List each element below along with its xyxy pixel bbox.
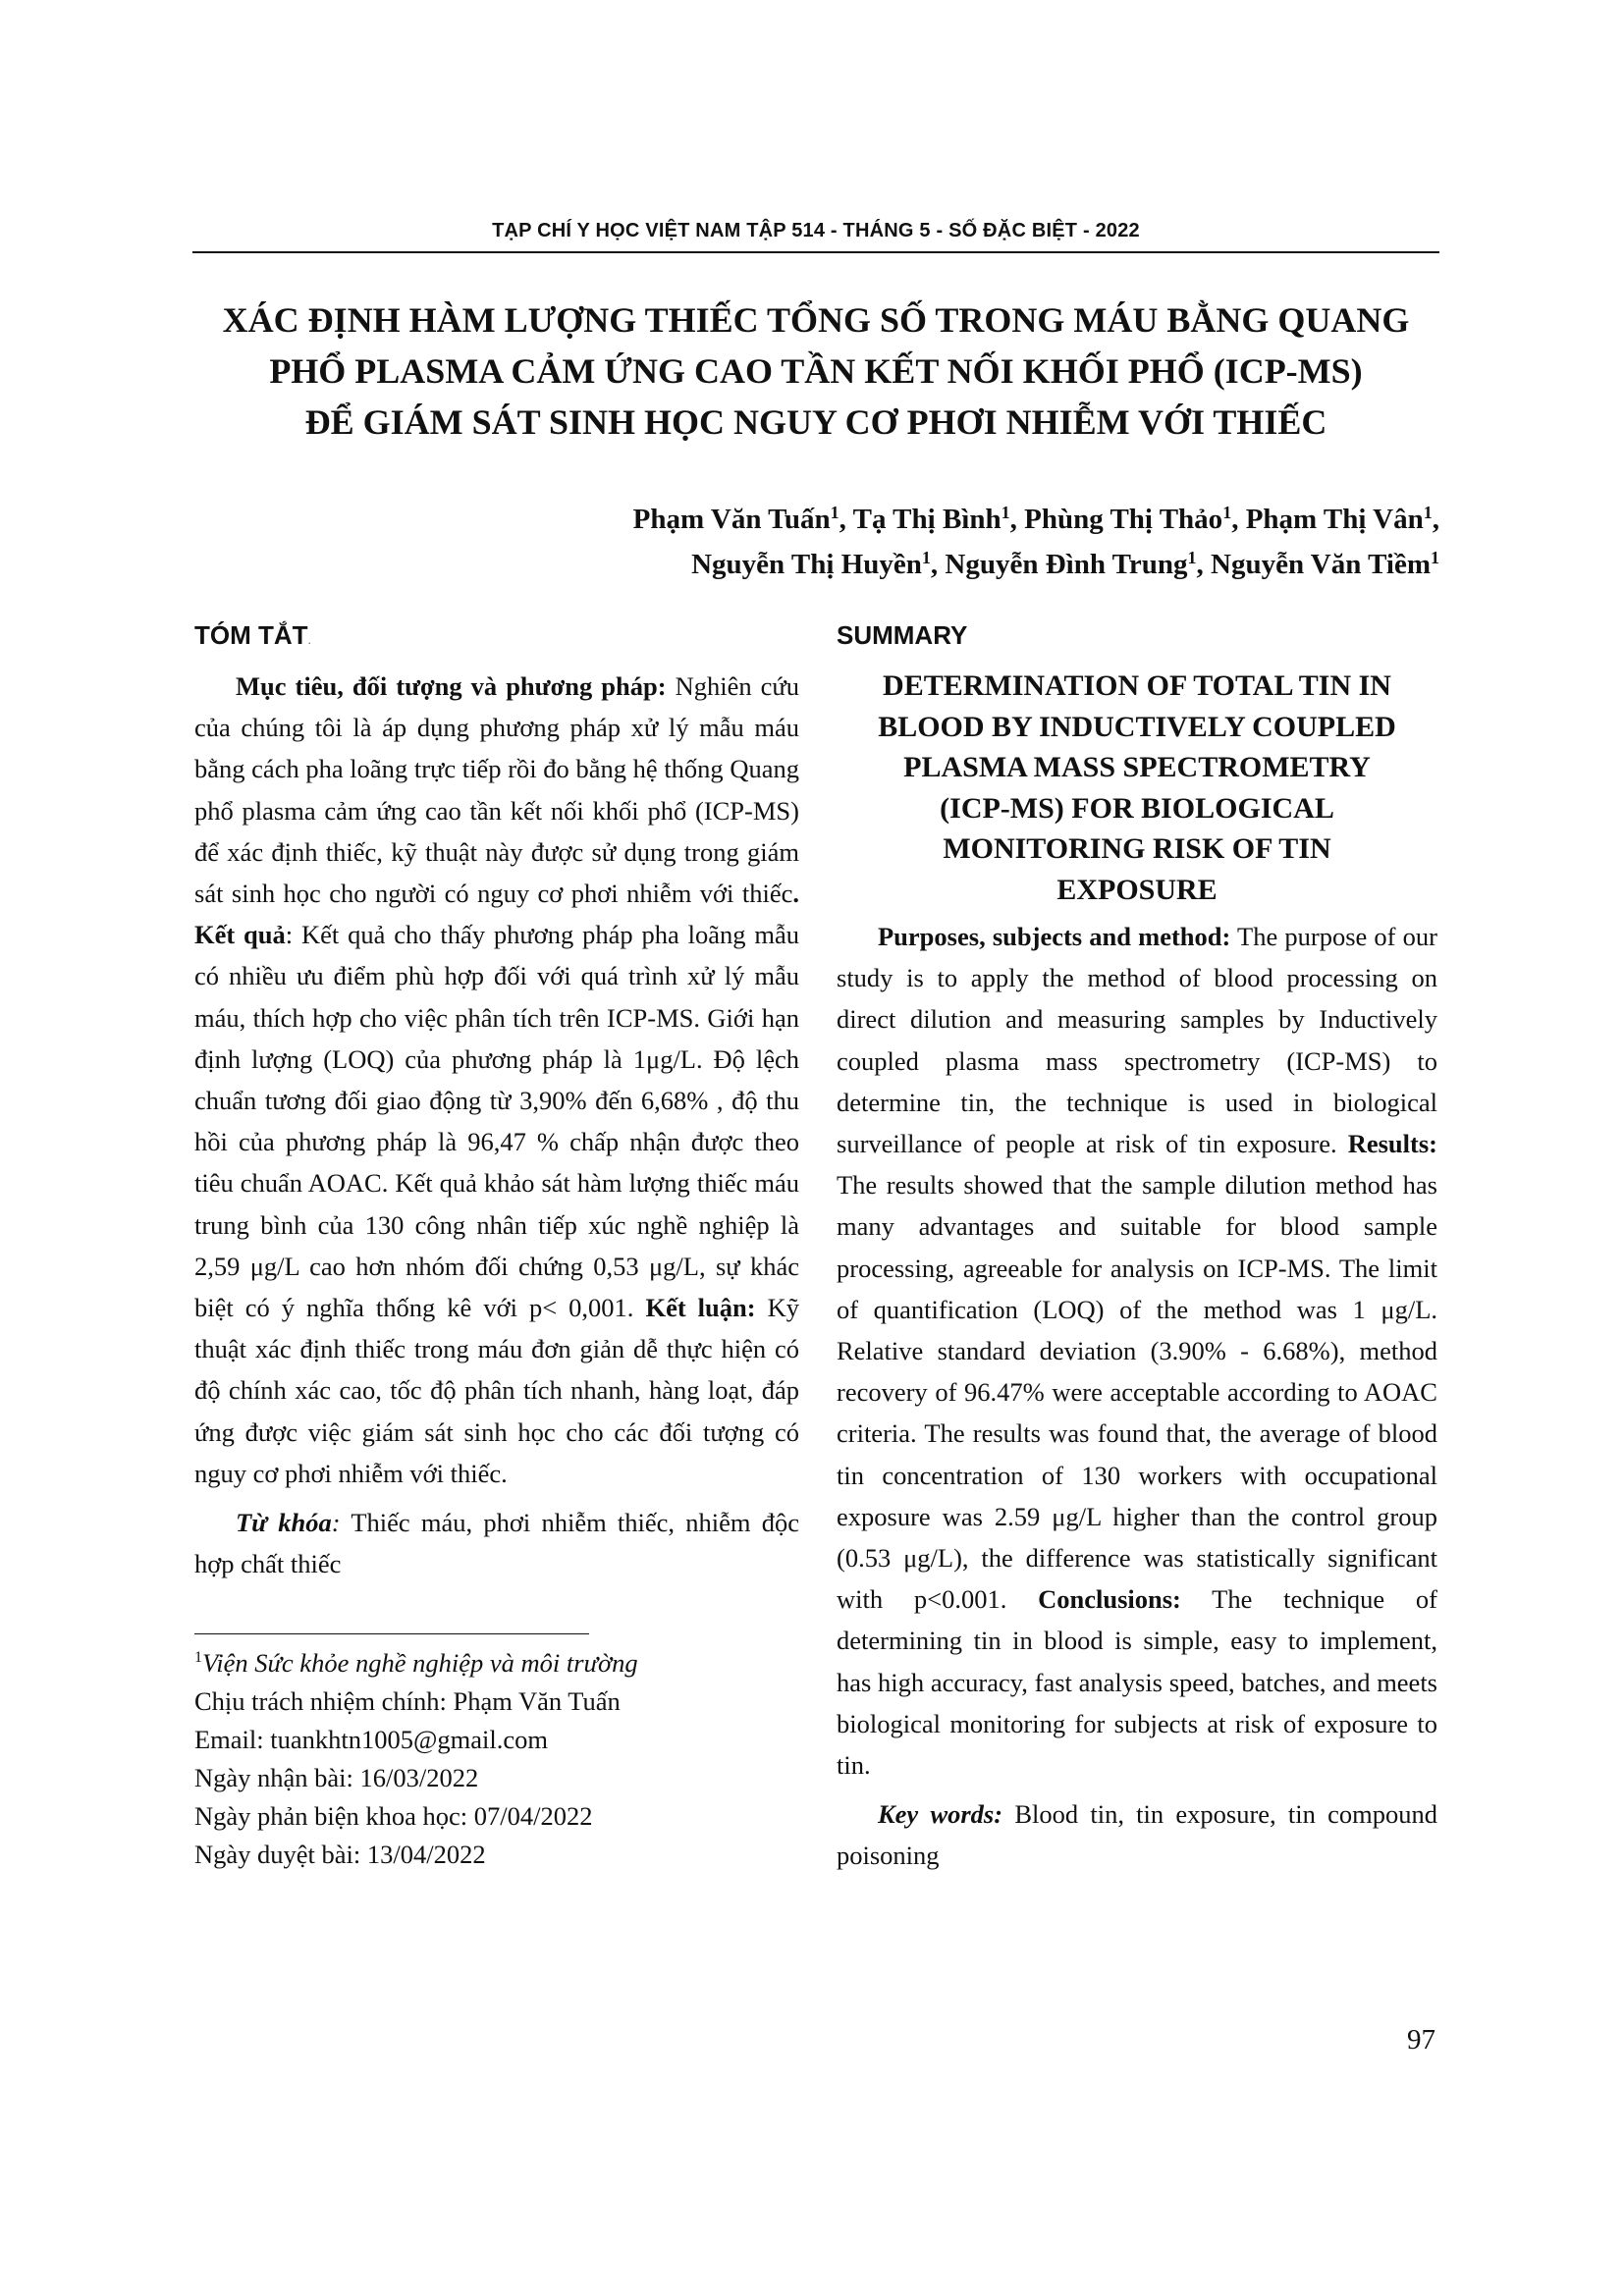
affiliation-marker: 1 [1187,548,1197,567]
author-name: Phùng Thị Thảo [1024,504,1223,535]
heading-dot: . [307,633,311,647]
objectives-text: Nghiên cứu của chúng tôi là áp dụng phương pháp xử lý mẫu máu bằng cách pha loãng trực tiếp rồi đo bằng hệ thống Quang phổ plasma cảm ứng cao tần kết nối khối phổ (ICP-MS) để xác định thiếc, kỹ thuật này được sử dụng trong giám sát sinh học cho người có nguy cơ phơi nhiễm với thiếc [194,671,799,909]
author-name: Phạm Thị Vân [1245,504,1424,535]
abstract-heading-vn [194,618,799,652]
english-title-line: PLASMA MASS SPECTROMETRY [903,751,1371,783]
objectives-label: Mục tiêu, đối tượng và phương pháp: [236,671,667,701]
keywords-label: Key words: [878,1799,1003,1830]
article-title [192,294,1439,448]
affiliation-note [194,1644,799,1682]
affiliation-marker: 1 [921,548,931,567]
author-separator: , [1196,549,1211,580]
summary-heading: SUMMARY [837,620,968,650]
english-title-line: (ICP-MS) FOR BIOLOGICAL [940,791,1334,825]
author-line [633,542,1439,587]
vietnamese-abstract-column [194,618,799,1874]
author-name: Nguyễn Văn Tiềm [1211,549,1431,580]
abstract-paragraph [194,666,799,1494]
conclusion-label: Kết luận: [645,1293,756,1323]
footnote [194,1644,799,1874]
affiliation-marker: 1 [1001,503,1010,522]
abstract-body-vn [194,666,799,1584]
purposes-text: The purpose of our study is to apply the method of blood processing on direct dilution and measuring samples by Inductively coupled plasma mass spectrometry (ICP-MS) to determine tin, the technique is used in biological surveillance of people at risk of tin exposure. [837,922,1437,1159]
review-date: Ngày phản biện khoa học: 07/04/2022 [194,1801,593,1832]
results-text: The results showed that the sample dilution method has many advantages and suitable for blood sample processing, agreeable for analysis on ICP-MS. The limit of quantification (LOQ) of the method was 1 μg/L. Relative standard deviation (3.90% - 6.68%), method recovery of 96.47% were acceptable according to AOAC criteria. The results was found that, the average of blood tin concentration of 130 workers with occupational exposure was 2.59 μg/L higher than the control group (0.53 μg/L), the difference was statistically significant with p<0.001. [837,1170,1437,1615]
results-text: : Kết quả cho thấy phương pháp pha loãng mẫu có nhiều ưu điểm phù hợp đối với quá trình xử lý mẫu máu, thích hợp cho việc phân tích trên ICP-MS. Giới hạn định lượng (LOQ) của phương pháp là 1μg/L. Độ lệch chuẩn tương đối giao động từ 3,90% đến 6,68% , độ thu hồi của phương pháp là 96,47 % chấp nhận được theo tiêu chuẩn AOAC. Kết quả khảo sát hàm lượng thiếc máu trung bình của 130 công nhân tiếp xúc nghề nghiệp là 2,59 μg/L cao hơn nhóm đối chứng 0,53 μg/L, sự khác biệt có ý nghĩa thống kê với p< 0,001. [194,920,799,1323]
author-name: Phạm Văn Tuấn [632,504,831,535]
affiliation-marker: 1 [830,503,839,522]
author-name: Nguyễn Đình Trung [945,549,1188,580]
affiliation-marker: 1 [194,1649,202,1667]
author-separator: , [1432,504,1439,535]
received-date: Ngày nhận bài: 16/03/2022 [194,1763,479,1793]
author-separator: , [930,549,946,580]
keywords-text: Blood tin, tin exposure, tin compound poisoning [837,1799,1438,1871]
keywords-label: Từ khóa [236,1508,332,1538]
keywords-paragraph [194,1502,799,1584]
english-title [837,666,1437,910]
title-line: PHỔ PLASMA CẢM ỨNG CAO TẦN KẾT NỐI KHỐI PHỔ (ICP-MS) [269,351,1363,391]
summary-body-en [837,916,1437,1877]
page-number: 97 [1407,2024,1435,2056]
heading-text: TÓM TẮT [194,620,308,650]
results-label: Results: [1347,1129,1437,1159]
affiliation-marker: 1 [1423,503,1433,522]
english-title-line: EXPOSURE [1056,873,1218,906]
keywords-colon: : [331,1508,341,1538]
conclusion-text: Kỹ thuật xác định thiếc trong máu đơn giản dễ thực hiện có độ chính xác cao, tốc độ phân tích nhanh, hàng loạt, đáp ứng được việc giám sát sinh học cho các đối tượng có nguy cơ phơi nhiễm với thiếc. [194,1293,799,1488]
conclusions-text: The technique of determining tin in blood is simple, easy to implement, has high accuracy, fast analysis speed, batches, and meets biological monitoring for subjects at risk of exposure to tin. [837,1584,1437,1781]
title-line: XÁC ĐỊNH HÀM LƯỢNG THIẾC TỔNG SỐ TRONG MÁU BẰNG QUANG [222,300,1410,340]
author-list [633,497,1439,587]
running-head: TẠP CHÍ Y HỌC VIỆT NAM TẬP 514 - THÁNG 5 - SỐ ĐẶC BIỆT - 2022 [492,220,1140,241]
header-rule [192,251,1439,253]
english-title-line: DETERMINATION OF TOTAL TIN IN [883,669,1391,702]
affiliation-marker: 1 [1431,548,1439,567]
keywords-text: Thiếc máu, phơi nhiễm thiếc, nhiễm độc hợp chất thiếc [194,1508,799,1579]
author-separator: , [1009,504,1025,535]
keywords-paragraph [837,1793,1437,1876]
author-separator: , [839,504,853,535]
summary-paragraph [837,916,1437,1786]
affiliation-text: Viện Sức khỏe nghề nghiệp và môi trường [202,1648,638,1679]
author-separator: , [1231,504,1246,535]
purposes-label: Purposes, subjects and method: [878,922,1231,951]
results-label: . Kết quả [194,879,799,950]
author-name: Tạ Thị Bình [852,504,1001,535]
author-name: Nguyễn Thị Huyền [691,549,922,580]
footnote-rule [194,1633,589,1634]
conclusions-label: Conclusions: [1038,1584,1181,1615]
affiliation-marker: 1 [1222,503,1232,522]
english-summary-column [837,618,1437,1877]
accepted-date: Ngày duyệt bài: 13/04/2022 [194,1840,486,1870]
english-title-line: BLOOD BY INDUCTIVELY COUPLED [878,710,1396,743]
corresponding-author: Chịu trách nhiệm chính: Phạm Văn Tuấn [194,1686,621,1717]
english-title-line: MONITORING RISK OF TIN [943,832,1331,865]
email: Email: tuankhtn1005@gmail.com [194,1725,549,1755]
title-line: ĐỂ GIÁM SÁT SINH HỌC NGUY CƠ PHƠI NHIỄM VỚI THIẾC [304,402,1327,442]
author-line [633,497,1439,542]
